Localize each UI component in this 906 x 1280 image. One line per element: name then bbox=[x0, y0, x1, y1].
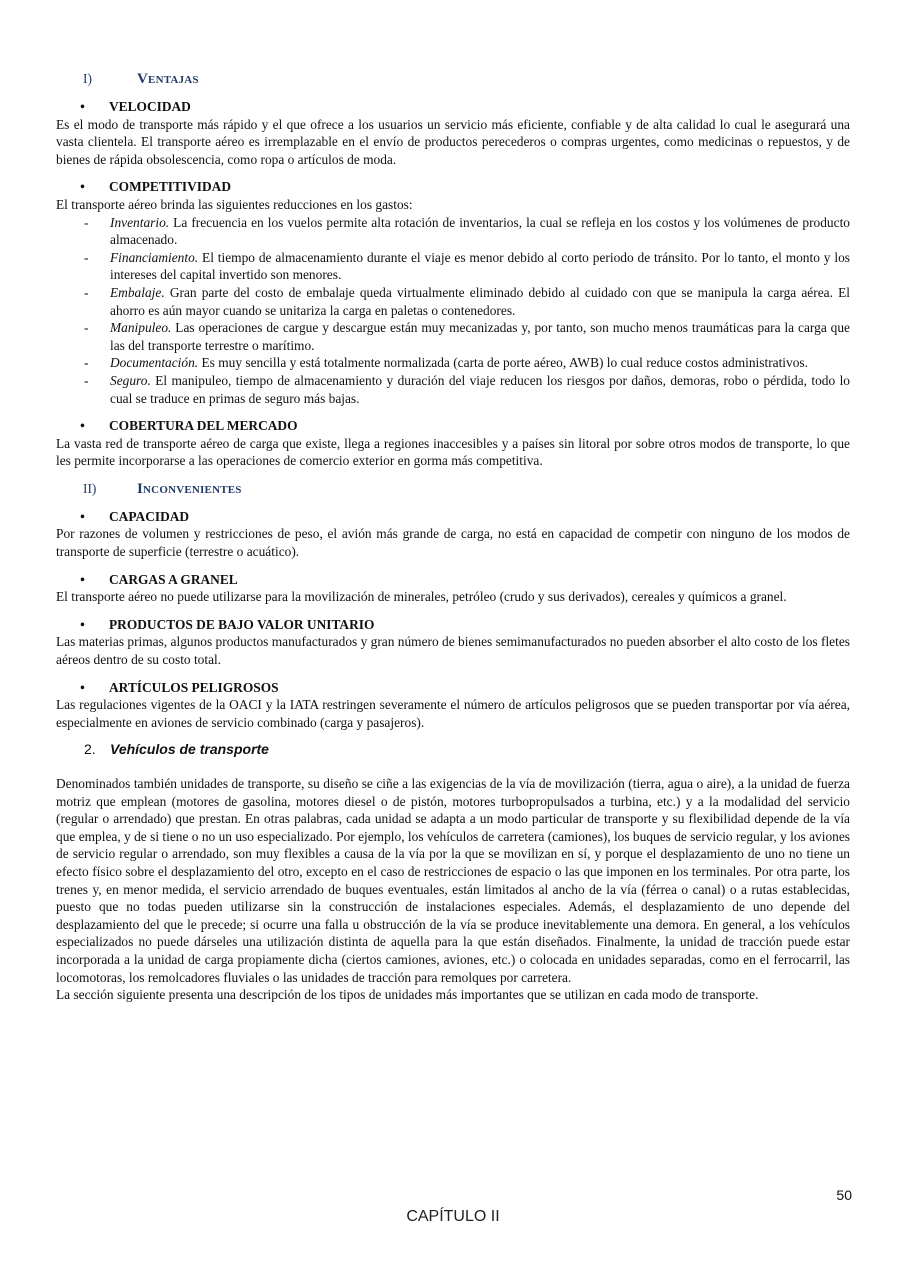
dash-marker: - bbox=[84, 372, 89, 388]
list-item bbox=[56, 354, 850, 372]
bullet-heading-text: COBERTURA DEL MERCADO bbox=[109, 418, 298, 434]
section-title: Ventajas bbox=[137, 71, 199, 87]
subsection-heading bbox=[56, 741, 850, 759]
bullet-icon: • bbox=[80, 179, 85, 195]
bullet-heading bbox=[56, 178, 850, 196]
page-number: 50 bbox=[836, 1187, 852, 1203]
list-item-text: La frecuencia en los vuelos permite alta rotación de inventarios, la cual se refleja en los costos y los volúmenes de producto almacenado. bbox=[110, 214, 850, 248]
bullet-heading bbox=[56, 679, 850, 697]
chapter-footer: CAPÍTULO II bbox=[406, 1208, 500, 1225]
section-number: II) bbox=[83, 480, 97, 496]
document-page bbox=[56, 70, 850, 1004]
list-item-text: Gran parte del costo de embalaje queda virtualmente eliminado debido al cuidado con que se manipula la carga aérea. El ahorro es aún mayor cuando se unitariza la carga en paletas o contenedores. bbox=[110, 284, 850, 318]
dash-marker: - bbox=[84, 320, 89, 336]
paragraph: Las regulaciones vigentes de la OACI y la IATA restringen severamente el número de artículos peligrosos que se pueden transportar por vía aérea, especialmente en aviones de servicio combinado (carga y pasajeros). bbox=[56, 697, 850, 730]
subsection-number: 2. bbox=[84, 741, 96, 758]
list-item-term: Manipuleo. bbox=[110, 320, 172, 336]
list-item bbox=[56, 284, 850, 319]
list-item bbox=[56, 249, 850, 284]
bullet-icon: • bbox=[80, 99, 85, 114]
bullet-icon: • bbox=[80, 418, 85, 434]
paragraph: Las materias primas, algunos productos manufacturados y gran número de bienes semimanufacturados no pueden absorber el alto costo de los fletes aéreos dentro de su costo total. bbox=[56, 634, 850, 668]
bullet-heading-text: PRODUCTOS DE BAJO VALOR UNITARIO bbox=[109, 616, 375, 632]
section-heading-inconvenientes bbox=[56, 480, 850, 500]
bullet-icon: • bbox=[80, 508, 85, 524]
section-heading-ventajas bbox=[56, 70, 850, 90]
bullet-heading-text: VELOCIDAD bbox=[109, 99, 191, 114]
bullet-heading bbox=[56, 417, 850, 435]
dash-marker: - bbox=[84, 355, 89, 371]
paragraph: La sección siguiente presenta una descripción de los tipos de unidades más importantes que se utilizan en cada modo de transporte. bbox=[56, 987, 759, 1003]
list-item bbox=[56, 319, 850, 354]
list-item bbox=[56, 372, 850, 407]
list-item-text: El manipuleo, tiempo de almacenamiento y duración del viaje reducen los riesgos por daños, demoras, robo o pérdida, todo lo cual se traduce en primas de seguro más bajas. bbox=[110, 372, 850, 406]
list-item-term: Seguro. bbox=[110, 372, 151, 388]
paragraph: Por razones de volumen y restricciones de peso, el avión más grande de carga, no está en capacidad de competir con ninguno de los modos de transporte de superficie (terrestre o acuático). bbox=[56, 526, 850, 560]
subsection-title: Vehículos de transporte bbox=[110, 741, 269, 758]
list-item-term: Financiamiento. bbox=[110, 249, 199, 265]
dash-marker: - bbox=[84, 249, 89, 265]
bullet-heading bbox=[56, 508, 850, 526]
list-item-text: Es muy sencilla y está totalmente normalizada (carta de porte aéreo, AWB) lo cual reduce costos administrativos. bbox=[198, 355, 808, 371]
bullet-heading bbox=[56, 616, 850, 634]
list-item bbox=[56, 214, 850, 249]
bullet-heading bbox=[56, 571, 850, 589]
bullet-heading-text: ARTÍCULOS PELIGROSOS bbox=[109, 679, 279, 695]
paragraph: El transporte aéreo brinda las siguientes reducciones en los gastos: bbox=[56, 196, 413, 212]
bullet-heading-text: CARGAS A GRANEL bbox=[109, 571, 238, 587]
bullet-icon: • bbox=[80, 616, 85, 632]
bullet-heading-text: COMPETITIVIDAD bbox=[109, 179, 232, 195]
bullet-icon: • bbox=[80, 571, 85, 587]
list-item-text: El tiempo de almacenamiento durante el viaje es menor debido al corto periodo de tránsito. Por lo tanto, el monto y los intereses del capital invertido son menores. bbox=[110, 249, 850, 283]
bullet-icon: • bbox=[80, 679, 85, 695]
dash-marker: - bbox=[84, 214, 89, 230]
list-item-term: Inventario. bbox=[110, 214, 170, 230]
dash-marker: - bbox=[84, 284, 89, 300]
list-item-text: Las operaciones de cargue y descargue están muy mecanizadas y, por tanto, son mucho menos traumáticas para la carga que las del transporte terrestre o marítimo. bbox=[110, 320, 850, 353]
bullet-heading-text: CAPACIDAD bbox=[109, 508, 190, 524]
paragraph: Denominados también unidades de transporte, su diseño se ciñe a las exigencias de la vía de movilización (tierra, agua o aire), a la unidad de fuerza motriz que emplean (motores de gasolina, motores diesel o de pistón, motores turbopropulsados a turbina, etc.) y a la modalidad del servicio (regular o arrendado) que prestan. En otras palabras, cada unidad se adapta a un modo particular de transporte y su flexibilidad depende de la vía que emplea, y de si tiene o no un uso especializado. Por ejemplo, los vehículos de carretera (camiones), los buques de servicio regular, y los aviones de servicio regular o arrendado, son muy flexibles a causa de la vía por la que se movilizan en sí, y porque el desplazamiento de uno no tiene un efecto físico sobre el desplazamiento del otro, excepto en el caso de restricciones de espacio o las que imponen en los terminales. Por otra parte, los trenes y, en menor medida, el servicio arrendado de buques eventuales, están limitados al ancho de la vía (férrea o canal) o a rutas establecidas, puesto que no todas pueden utilizarse sin la construcción de instalaciones especiales. Además, el desplazamiento de uno depende del desplazamiento del que le precede; si ocurre una falla u obstrucción de la vía se produce inevitablemente una demora. En general, a los vehículos especializados no puede dárseles una utilización distinta de aquella para la que están diseñados. Finalmente, la unidad de tracción puede estar incorporada a la unidad de carga propiamente dicha (ciertos camiones, aviones, etc.) o colocada en unidades separadas, como en el ferrocarril, las locomotoras, los remolcadores fluviales o las unidades de tracción para remolques por carretera. bbox=[56, 776, 850, 985]
paragraph: La vasta red de transporte aéreo de carga que existe, llega a regiones inaccesibles y a países sin litoral por sobre otros modos de transporte, lo que les permite incorporarse a las operaciones de comercio exterior en gorma más competitiva. bbox=[56, 435, 850, 469]
list-item-term: Embalaje. bbox=[110, 284, 165, 300]
bullet-heading bbox=[56, 98, 850, 116]
section-title: Inconvenientes bbox=[137, 480, 242, 497]
section-number: I) bbox=[83, 71, 92, 86]
paragraph: Es el modo de transporte más rápido y el que ofrece a los usuarios un servicio más eficiente, confiable y de alta calidad lo cual le asegurará una vasta clientela. El transporte aéreo es irremplazable en el envío de productos perecederos o compras urgentes, como medicinas o repuestos, y de bienes de rápida obsolescencia, como ropa o artículos de moda. bbox=[56, 116, 850, 167]
list-item-term: Documentación. bbox=[110, 355, 199, 371]
dash-list bbox=[56, 214, 850, 408]
paragraph: El transporte aéreo no puede utilizarse para la movilización de minerales, petróleo (crudo y sus derivados), cereales y químicos a granel. bbox=[56, 589, 787, 605]
